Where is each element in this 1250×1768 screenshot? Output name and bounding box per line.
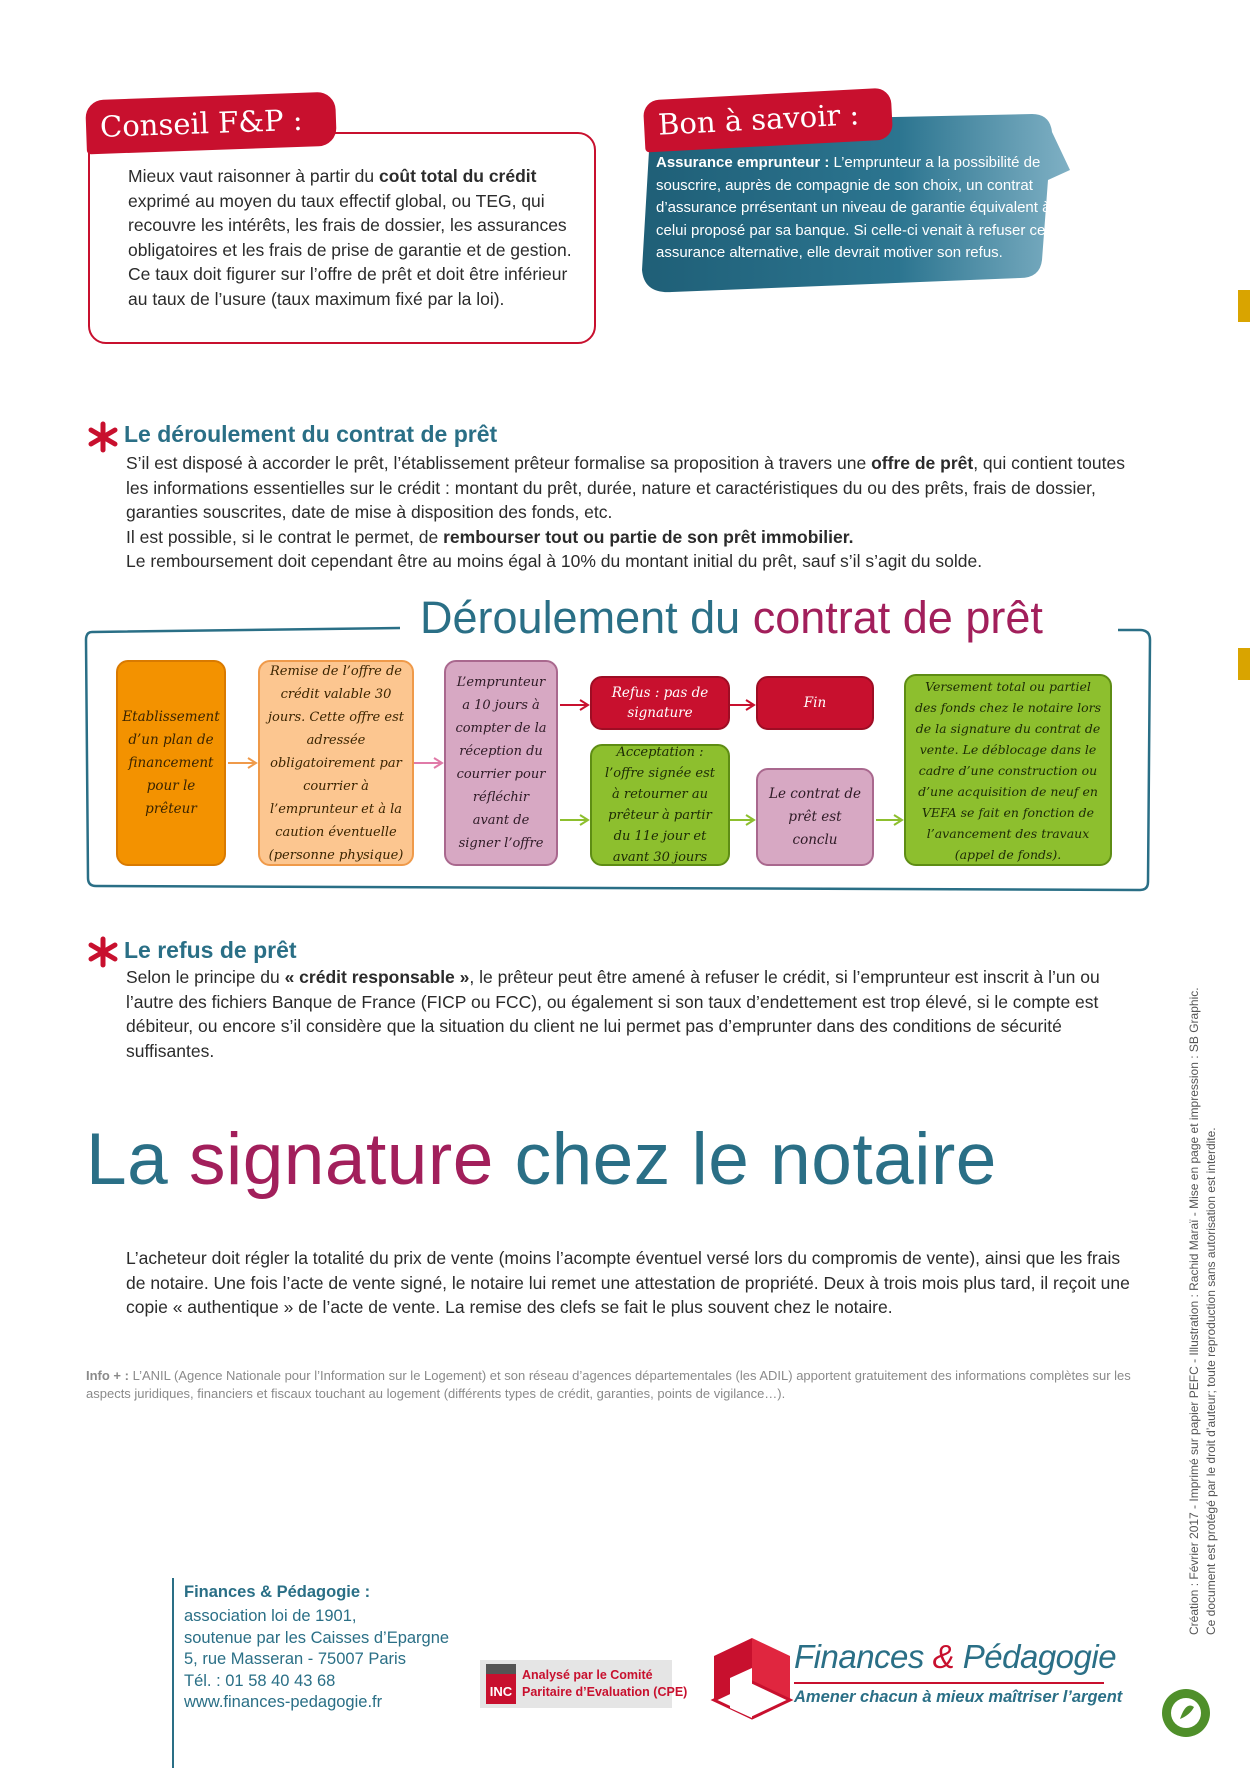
side-marker: [1238, 648, 1250, 680]
footer-divider: [172, 1578, 174, 1768]
diagram-box-acceptation: Acceptation : l’offre signée est à retourner au prêteur à partir du 11e jour et avant 30 jours: [590, 744, 730, 866]
footer-org-name: Finances & Pédagogie :: [184, 1583, 371, 1601]
footer-website-link[interactable]: www.finances-pedagogie.fr: [184, 1693, 383, 1711]
diagram-title: Déroulement du contrat de prêt: [410, 592, 1053, 644]
info-plus: Info + : L’ANIL (Agence Nationale pour l’Information sur le Logement) et son réseau d’agences départementales (les ADIL) apportent gratuitement des informations complètes sur les aspects juridiques, financiers et fiscaux touchant au logement (différents types de crédit, garanties, points de vigilance…).: [86, 1368, 1131, 1401]
diagram-box-conclu: Le contrat de prêt est conclu: [756, 768, 874, 866]
diagram-box-etablissement: Etablissement d’un plan de financement pour le prêteur: [116, 660, 226, 866]
inc-logo-icon: [486, 1664, 516, 1704]
imprim-vert-badge-icon: [1160, 1683, 1212, 1743]
footer-address: association loi de 1901, soutenue par les Caisses d’Epargne 5, rue Masseran - 75007 Paris Tél. : 01 58 40 43 68 www.finances-pedagogie.fr: [184, 1606, 449, 1714]
bon-a-savoir-tab: Bon à savoir :: [643, 88, 893, 153]
refus-paragraph: Selon le principe du « crédit responsable », le prêteur peut être amené à refuser le crédit, si l’emprunteur est inscrit à l’un ou l’autre des fichiers Banque de France (FICP ou FCC), ou également si son taux d’endettement est trop élevé, si le compte est débiteur, ou encore s’il considère que la situation du client ne lui permet pas d’emprunter dans des conditions de sécurité suffisantes.: [126, 967, 1100, 1061]
finances-pedagogie-logo-icon: [706, 1630, 796, 1722]
vertical-credits: Création : Février 2017 - Imprimé sur papier PEFC - Illustration : Rachid Maraï - Mise en page et impression : SB Graphic. Ce document est protégé par le droit d’auteur; toute reproduction sans autorisation est interdite.: [1187, 987, 1218, 1635]
conseil-text: Mieux vaut raisonner à partir du coût total du crédit exprimé au moyen du taux effectif global, ou TEG, qui recouvre les intérêts, les frais de dossier, les assurances obligatoires et les frais de prise de garantie et de gestion. Ce taux doit figurer sur l’offre de prêt et doit être inférieur au taux de l’usure (taux maximum fixé par la loi).: [128, 166, 572, 309]
brand-slogan: Amener chacun à mieux maîtriser l’argent: [794, 1688, 1123, 1706]
diagram-box-fin: Fin: [756, 676, 874, 730]
diagram-box-refus: Refus : pas de signature: [590, 676, 730, 730]
side-marker: [1238, 290, 1250, 322]
diagram-box-emprunteur: L’emprunteur a 10 jours à compter de la réception du courrier pour réfléchir avant de signer l’offre: [444, 660, 558, 866]
diagram-box-remise: Remise de l’offre de crédit valable 30 jours. Cette offre est adressée obligatoirement par courrier à l’emprunteur et à la caution éventuelle (personne physique): [258, 660, 414, 866]
brand-name: Finances & Pédagogie: [794, 1638, 1117, 1675]
section-title-deroulement: Le déroulement du contrat de prêt: [124, 421, 498, 447]
asterisk-icon: [86, 420, 120, 454]
svg-text:INC: INC: [489, 1684, 513, 1699]
page-title-signature: La signature chez le notaire: [86, 1119, 997, 1200]
section-title-refus: Le refus de prêt: [124, 937, 297, 963]
conseil-tab: Conseil F&P :: [85, 92, 337, 155]
asterisk-icon: [86, 935, 120, 969]
signature-paragraph: L’acheteur doit régler la totalité du prix de vente (moins l’acompte éventuel versé lors du compromis de vente), ainsi que les frais de notaire. Une fois l’acte de vente signé, le notaire lui remet une attestation de propriété. Deux à trois mois plus tard, il reçoit une copie « authentique » de l’acte de vente. La remise des clefs se fait le plus souvent chez le notaire.: [126, 1248, 1130, 1317]
diagram-box-versement: Versement total ou partiel des fonds chez le notaire lors de la signature du contrat de vente. Le déblocage dans le cadre d’une construction ou d’une acquisition de neuf en VEFA se fait en fonction de l’avancement des travaux (appel de fonds).: [904, 674, 1112, 866]
deroulement-paragraph: S’il est disposé à accorder le prêt, l’établissement prêteur formalise sa proposition à travers une offre de prêt, qui contient toutes les informations essentielles sur le crédit : montant du prêt, durée, nature et caractéristiques du ou des prêts, frais de dossier, garanties souscrites, date de mise à disposition des fonds, etc. Il est possible, si le contrat le permet, de rembourser tout ou partie de son prêt immobilier. Le remboursement doit cependant être au moins égal à 10% du montant initial du prêt, sauf s’il s’agit du solde.: [126, 453, 1125, 571]
bon-a-savoir-text: Assurance emprunteur : L’emprunteur a la possibilité de souscrire, auprès de compagnie de son choix, un contrat d’assurance prrésentant un niveau de garantie équivalent à celui proposé par sa banque. Si celle-ci venait à refuser cette assurance alternative, elle devrait motiver son refus.: [656, 154, 1063, 261]
inc-text: Analysé par le Comité Paritaire d’Evaluation (CPE): [522, 1668, 688, 1699]
brand-rule: [794, 1682, 1104, 1684]
